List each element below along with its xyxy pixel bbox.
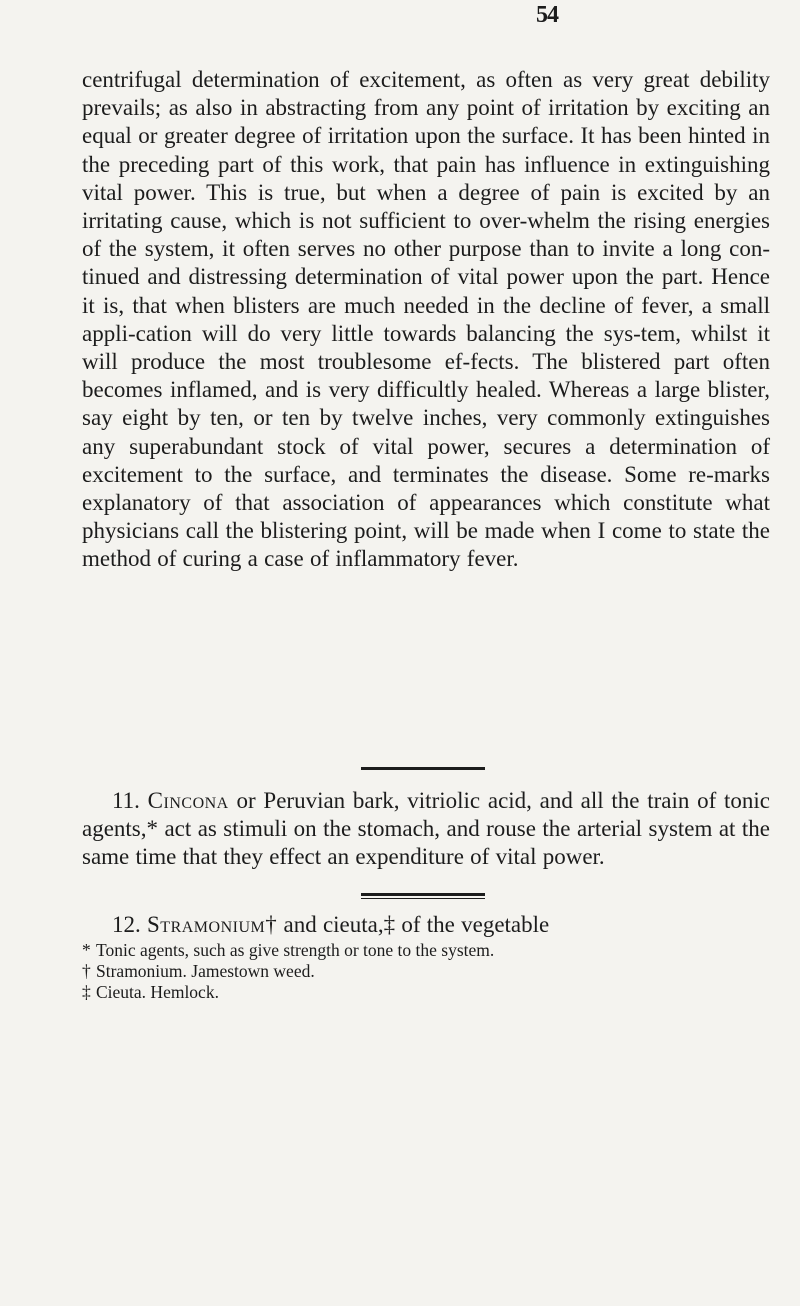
section-divider bbox=[361, 893, 485, 896]
section-12-number: 12. bbox=[112, 912, 141, 937]
section-11-head: Cincona bbox=[147, 788, 229, 813]
footnote-text: Stramonium. Jamestown weed. bbox=[96, 961, 315, 981]
footnote bbox=[82, 982, 782, 1003]
section-12-text bbox=[82, 911, 770, 939]
section-12-head: Stramonium† bbox=[147, 912, 278, 937]
footnote-mark: ‡ bbox=[82, 982, 91, 1002]
section-11-text bbox=[82, 787, 770, 872]
section-12-body: and cieuta,‡ of the vegetable bbox=[283, 912, 550, 937]
footnote-mark: * bbox=[82, 940, 91, 960]
footnote-text: Tonic agents, such as give strength or tone to the system. bbox=[96, 940, 495, 960]
footnote-mark: † bbox=[82, 961, 91, 981]
section-divider-thin bbox=[361, 898, 485, 899]
footnote bbox=[82, 961, 782, 982]
footnote bbox=[82, 940, 782, 961]
section-11 bbox=[82, 787, 770, 872]
page-number: 54 bbox=[536, 2, 558, 28]
section-11-number: 11. bbox=[112, 788, 140, 813]
section-12 bbox=[82, 911, 770, 939]
body-paragraph bbox=[82, 66, 770, 574]
section-11-body: or Peruvian bark, vitriolic acid, and all the train of tonic agents,* act as stimuli on the stomach, and rouse the arterial system at the same time that they effect an expenditure of vital power. bbox=[82, 788, 771, 870]
footnotes bbox=[82, 940, 782, 1003]
paragraph-text: centrifugal determination of excitement, as often as very great debility prevails; as also in abstracting from any point of irritation by exciting an equal or greater degree of irritation upon the surface. It has been hinted in the preceding part of this work, that pain has influence in extinguishing vital power. This is true, but when a degree of pain is excited by an irritating cause, which is not sufficient to over-whelm the rising energies of the system, it often serves no other purpose than to invite a long con-tinued and distressing determination of vital power upon the part. Hence it is, that when blisters are much needed in the decline of fever, a small appli-cation will do very little towards balancing the sys-tem, whilst it will produce the most troublesome ef-fects. The blistered part often becomes inflamed, and is very difficultly healed. Whereas a large blister, say eight by ten, or ten by twelve inches, very commonly extinguishes any superabundant stock of vital power, secures a determination of excitement to the surface, and terminates the disease. Some re-marks explanatory of that association of appearances which constitute what physicians call the blistering point, will be made when I come to state the method of curing a case of inflammatory fever. bbox=[82, 67, 770, 572]
footnote-text: Cieuta. Hemlock. bbox=[96, 982, 219, 1002]
section-divider bbox=[361, 767, 485, 770]
